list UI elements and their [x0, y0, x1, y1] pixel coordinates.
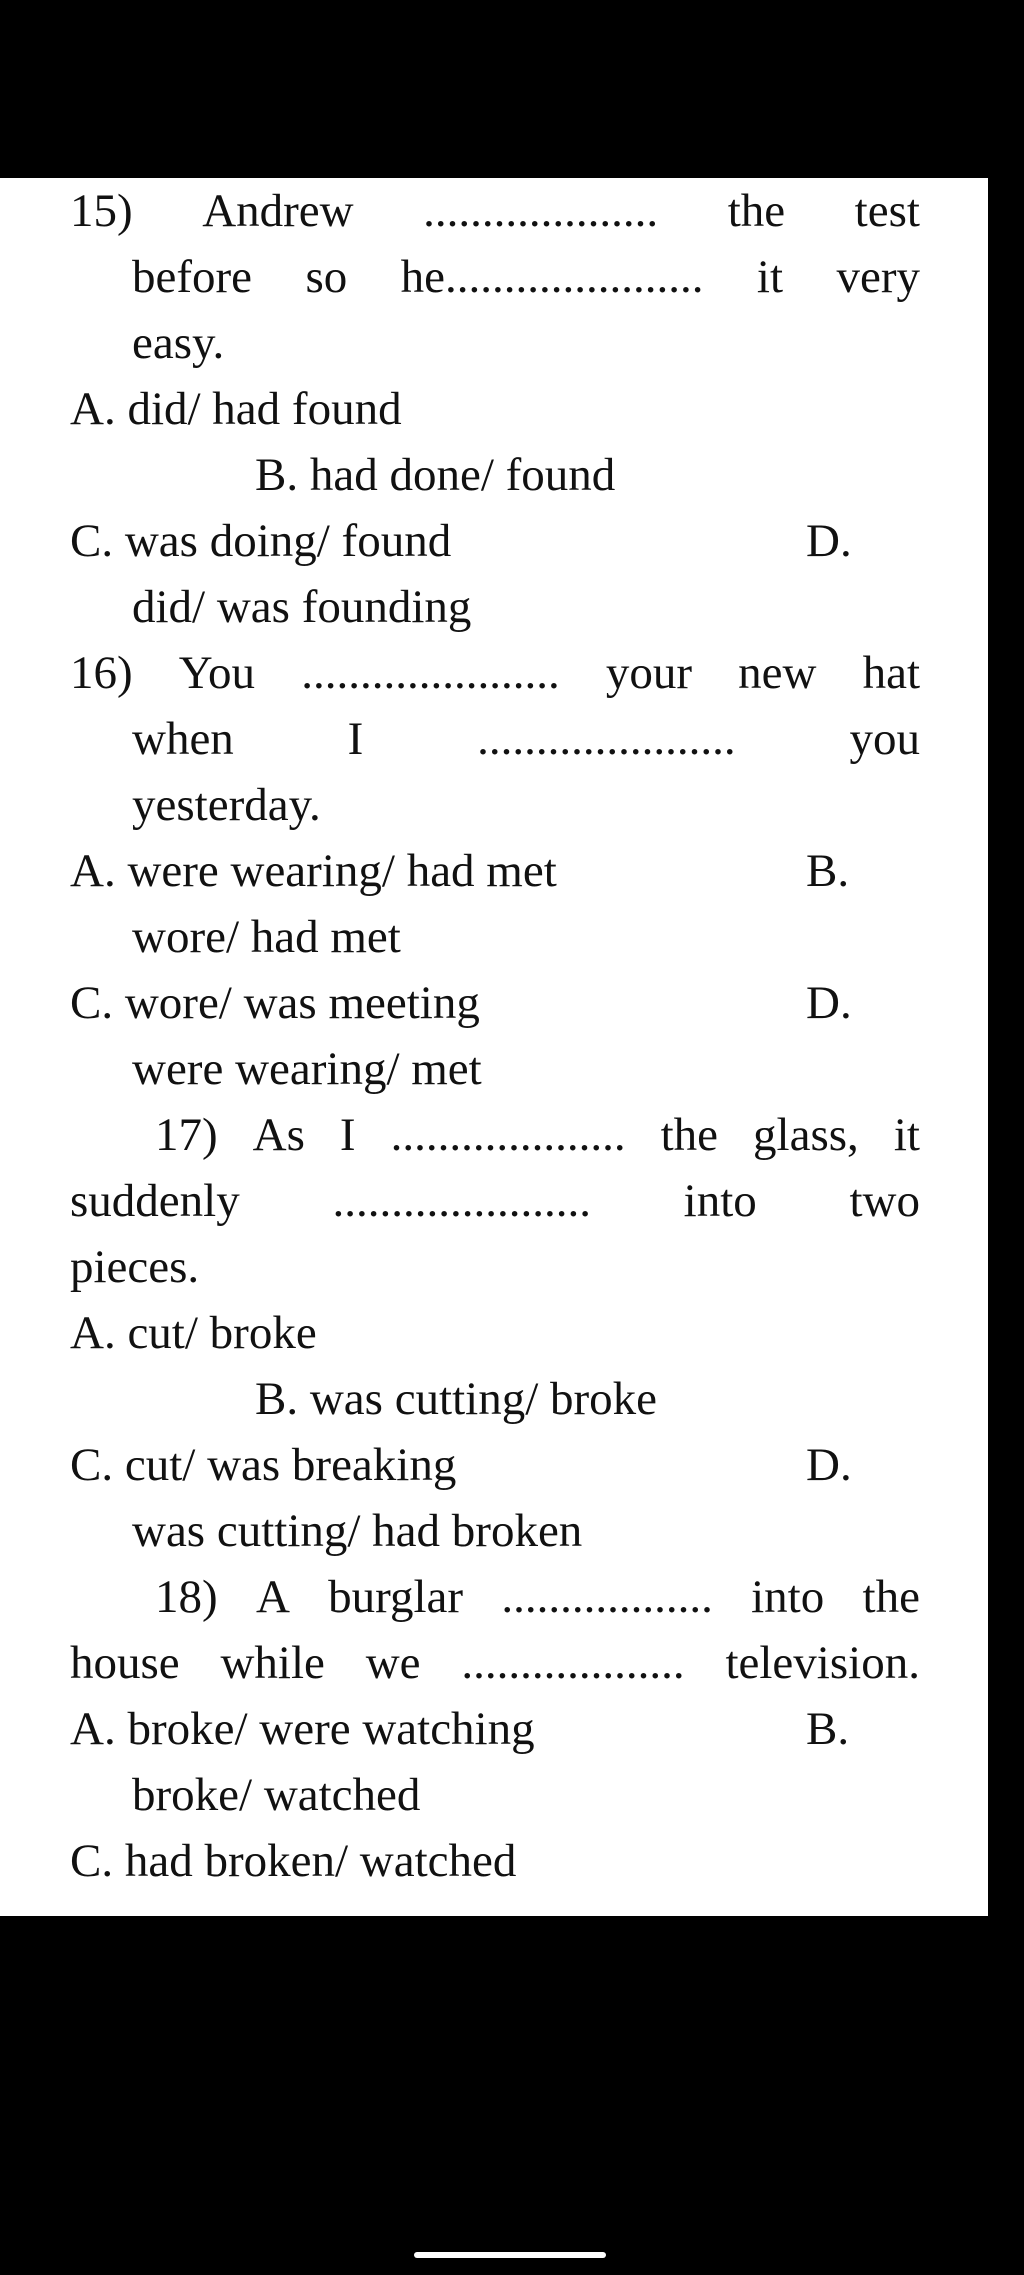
- q16-option-a: A. were wearing/ had met: [70, 845, 557, 897]
- q17-stem-line-2: suddenly ...................... into two: [70, 1175, 920, 1227]
- q18-option-b-text: broke/ watched: [132, 1769, 421, 1821]
- q15-option-c: C. was doing/ found: [70, 515, 452, 567]
- q18-stem-line-1: 18) A burglar .................. into the: [155, 1571, 920, 1623]
- home-indicator-bar[interactable]: [414, 2252, 606, 2258]
- q18-stem-line-2: house while we ................... television.: [70, 1637, 920, 1689]
- q18-option-b-label: B.: [806, 1703, 850, 1755]
- q16-stem-line-3: yesterday.: [132, 779, 321, 831]
- q16-option-d-label: D.: [806, 977, 852, 1029]
- worksheet-page: [0, 178, 988, 1916]
- q15-option-d-label: D.: [806, 515, 852, 567]
- q16-option-c: C. wore/ was meeting: [70, 977, 480, 1029]
- q15-option-d-text: did/ was founding: [132, 581, 472, 633]
- q16-stem-line-1: 16) You ...................... your new hat: [70, 647, 920, 699]
- q16-option-b-label: B.: [806, 845, 850, 897]
- q16-option-d-text: were wearing/ met: [132, 1043, 482, 1095]
- q15-option-a: A. did/ had found: [70, 383, 402, 435]
- q16-stem-line-2: when I ...................... you: [132, 713, 920, 765]
- q17-option-a: A. cut/ broke: [70, 1307, 317, 1359]
- q17-option-d-label: D.: [806, 1439, 852, 1491]
- q17-option-b: B. was cutting/ broke: [255, 1373, 658, 1425]
- q17-stem-line-1: 17) As I .................... the glass, it: [155, 1109, 920, 1161]
- q17-option-c: C. cut/ was breaking: [70, 1439, 457, 1491]
- q17-option-d-text: was cutting/ had broken: [132, 1505, 583, 1557]
- q16-option-b-text: wore/ had met: [132, 911, 401, 963]
- q17-stem-line-3: pieces.: [70, 1241, 200, 1293]
- q15-stem-line-1: 15) Andrew .................... the test: [70, 185, 920, 237]
- q18-option-c: C. had broken/ watched: [70, 1835, 517, 1887]
- q15-option-b: B. had done/ found: [255, 449, 616, 501]
- q15-stem-line-3: easy.: [132, 317, 225, 369]
- q15-stem-line-2: before so he...................... it very: [132, 251, 920, 303]
- q18-option-a: A. broke/ were watching: [70, 1703, 535, 1755]
